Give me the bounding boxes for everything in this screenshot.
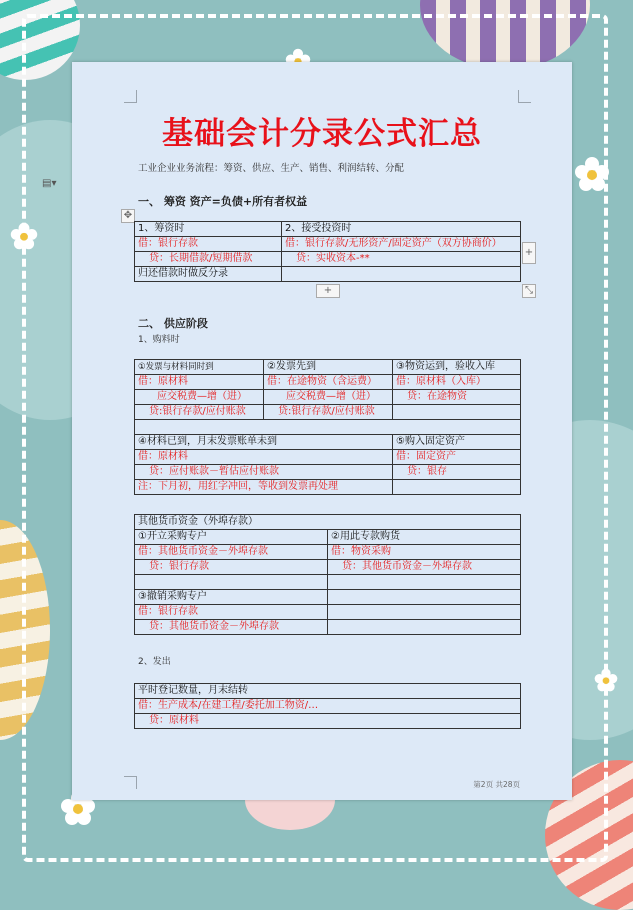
table-cell: 2、接受投资时 — [282, 222, 521, 237]
section2-heading: 二、 供应阶段 — [138, 317, 208, 330]
table-cell: 贷：其他货币资金－外埠存款 — [328, 560, 521, 575]
purchase-subheading: 1、购料时 — [138, 335, 180, 345]
table-cell: 借：银行存款/无形资产/固定资产（双方协商价） — [282, 237, 521, 252]
table-cell: 贷：银存 — [393, 465, 521, 480]
flower-icon — [10, 222, 38, 250]
table-cell: 贷：原材料 — [135, 714, 521, 729]
table-cell — [328, 590, 521, 605]
table-cell: 借：原材料 — [135, 375, 264, 390]
table-cell: 应交税费—增（进） — [264, 390, 393, 405]
table-cell: ③撤销采购专户 — [135, 590, 328, 605]
table-cell: 贷:银行存款/应付账款 — [135, 405, 264, 420]
table-cell: 借：在途物资（含运费） — [264, 375, 393, 390]
table-cell — [135, 420, 521, 435]
table-cell: 注：下月初，用红字冲回，等收到发票再处理 — [135, 480, 393, 495]
table-cell: 借：其他货币资金－外埠存款 — [135, 545, 328, 560]
table-cell: 归还借款时做反分录 — [135, 267, 282, 282]
table-cell: 应交税费—增（进） — [135, 390, 264, 405]
page-corner-mark — [124, 776, 137, 789]
table-cell: 借：原材料 — [135, 450, 393, 465]
flower-icon — [594, 668, 618, 692]
issue-subheading: 2、发出 — [138, 657, 171, 667]
business-flow-text: 工业企业业务流程：筹资、供应、生产、销售、利润结转、分配 — [138, 163, 405, 174]
table-cell: ⑤购入固定资产 — [393, 435, 521, 450]
page-corner-mark — [518, 90, 531, 103]
table-cell — [282, 267, 521, 282]
table-cell: 贷：应付账款－暂估应付账款 — [135, 465, 393, 480]
table-cell: 1、筹资时 — [135, 222, 282, 237]
table-cell: 借：固定资产 — [393, 450, 521, 465]
table-cell: ③物资运到，验收入库 — [393, 360, 521, 375]
table-cell: ①开立采购专户 — [135, 530, 328, 545]
table-cell: ②发票先到 — [264, 360, 393, 375]
section1-heading: 一、 筹资 资产=负债+所有者权益 — [138, 195, 308, 208]
page-corner-mark — [124, 90, 137, 103]
add-column-button[interactable]: + — [522, 242, 536, 264]
table-cell: 借：银行存款 — [135, 605, 328, 620]
table-resize-handle[interactable]: ⤡ — [522, 284, 536, 298]
flower-icon — [574, 156, 610, 192]
table-cell: 贷：实收资本-** — [282, 252, 521, 267]
table-cell: ②用此专款购货 — [328, 530, 521, 545]
table-cell: 借：原材料（入库） — [393, 375, 521, 390]
table-move-handle[interactable]: ✥ — [121, 209, 135, 223]
table-cell — [328, 620, 521, 635]
document-title: 基础会计分录公式汇总 — [162, 116, 482, 152]
table-cell: 贷：长期借款/短期借款 — [135, 252, 282, 267]
add-row-button[interactable]: + — [316, 284, 340, 298]
table-cell — [328, 605, 521, 620]
table-cell: 贷：其他货币资金－外埠存款 — [135, 620, 328, 635]
table-cell: 贷：在途物资 — [393, 390, 521, 405]
other-monetary-funds-table — [134, 514, 521, 635]
table-cell — [393, 480, 521, 495]
table-cell: 其他货币资金（外埠存款） — [135, 515, 521, 530]
purchase-table — [134, 359, 521, 495]
issue-table — [134, 683, 521, 729]
table-cell: ④材料已到，月末发票账单未到 — [135, 435, 393, 450]
table-cell: ①发票与材料同时到 — [135, 360, 264, 375]
financing-table — [134, 221, 521, 282]
document-page — [72, 62, 572, 800]
table-cell: 借：银行存款 — [135, 237, 282, 252]
table-cell: 贷:银行存款/应付账款 — [264, 405, 393, 420]
table-cell — [135, 575, 328, 590]
table-cell: 平时登记数量，月末结转 — [135, 684, 521, 699]
table-cell — [393, 405, 521, 420]
table-cell — [328, 575, 521, 590]
page-number: 第2页 共28页 — [473, 780, 520, 789]
layout-options-icon[interactable]: ▤▾ — [42, 178, 57, 189]
table-cell: 借：物资采购 — [328, 545, 521, 560]
table-cell: 贷：银行存款 — [135, 560, 328, 575]
table-cell: 借：生产成本/在建工程/委托加工物资/… — [135, 699, 521, 714]
